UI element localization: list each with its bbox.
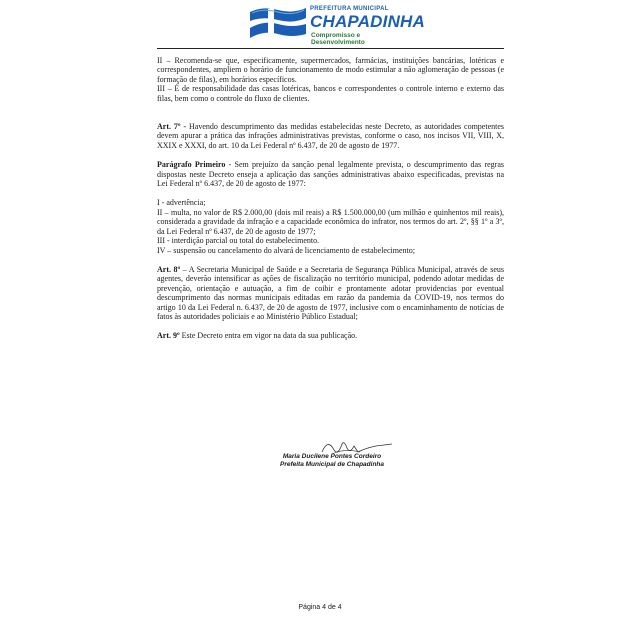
sanction-item-iii: III - interdição parcial ou total do estabelecimento. xyxy=(157,236,320,246)
article-9 xyxy=(157,331,504,340)
signatory-title: Prefeita Municipal de Chapadinha xyxy=(279,461,385,468)
signatory-name: Maria Ducilene Pontes Cordeiro xyxy=(282,453,382,460)
sanction-item-iv: IV – suspensão ou cancelamento do alvará de licenciamento de estabelecimento; xyxy=(157,245,415,255)
article-8-text: – A Secretaria Municipal de Saúde e a Secretaria de Segurança Pública Municipal, através de seus agentes, deverão intensificar as ações de fiscalização no território municipal, podendo adotar medidas de prevenção, orientação e autuação, a fim de coibir e prontamente adotar providencias por eventual descumprimento das normas municipais editadas em razão da pandemia da COVID-19, nos termos do artigo 10 da Lei Federal n. 6.437, de 20 de agosto de 1977, inclusive com o encaminhamento de notícias de fatos às autoridades policiais e ao Ministério Público Estadual; xyxy=(157,264,504,321)
paragraph-primeiro xyxy=(157,160,504,188)
article-7-text: Havendo descumprimento das medidas estabelecidas neste Decreto, as autoridades competentes devem apurar a prática das infrações administrativas previstas, conforme o caso, nos incisos VII, VIII, X, XXIX e XXXI, do art. 10 da Lei Federal nº 6.437, de 20 de agosto de 1977. xyxy=(157,122,505,150)
brand-subtitle: PREFEITURA MUNICIPAL xyxy=(310,6,389,12)
brand-slogan: Compromisso e Desenvolvimento xyxy=(311,32,365,46)
header-divider xyxy=(157,48,504,49)
document-body xyxy=(157,56,504,341)
article-7-label: Art. 7º - xyxy=(157,122,187,132)
article-9-text: Este Decreto entra em vigor na data da sua publicação. xyxy=(179,331,358,341)
signature-block xyxy=(262,436,402,476)
paragraph-primeiro-label: Parágrafo Primeiro xyxy=(157,160,226,170)
article-7 xyxy=(157,122,504,150)
municipal-flag-logo xyxy=(248,4,308,42)
sanction-item-ii: II – multa, no valor de R$ 2.000,00 (dois mil reais) a R$ 1.500.000,00 (um milhão e quinhentos mil reais), considerada a gravidade da infração e a capacidade econômica do infrator, nos termos do art. 2º, §§ 1º a 3º, da Lei Federal nº 6.437, de 20 de agosto de 1977; xyxy=(157,207,504,236)
letterhead xyxy=(248,4,426,46)
article-9-label: Art. 9º xyxy=(157,331,180,341)
paragraph-primeiro-text: - Sem prejuízo da sanção penal legalmente prevista, o descumprimento das regras dispostas neste Decreto enseja a aplicação das sanções administrativas abaixo especificadas, previstas na Lei Federal nº 6.437, de 20 de agosto de 1977: xyxy=(157,160,505,189)
article-8-label: Art. 8º xyxy=(157,264,181,274)
paragraph-item-ii: II – Recomenda-se que, especificamente, supermercados, farmácias, instituições bancárias, lotéricas e correspondentes, ampliem o horário de funcionamento de modo estimular a não aglomeração de pessoas (e formação de filas), em horários específicos. xyxy=(157,56,504,84)
brand-name: CHAPADINHA xyxy=(310,12,426,31)
sanction-item-i: I - advertência; xyxy=(157,198,206,208)
page-number: Página 4 de 4 xyxy=(298,604,342,611)
article-8 xyxy=(157,265,504,321)
paragraph-item-iii: III – É de responsabilidade das casas lotéricas, bancos e correspondentes o controle interno e externo das filas, bem como o controle do fluxo de clientes. xyxy=(157,84,504,103)
